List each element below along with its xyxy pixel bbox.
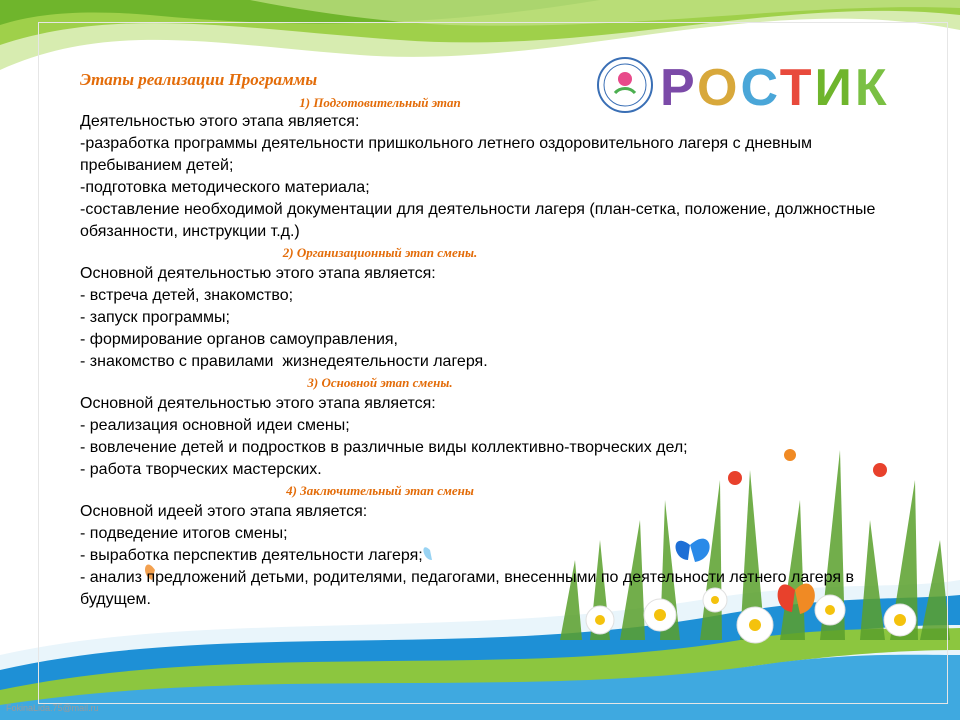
stage-2-line: Основной деятельностью этого этапа является: bbox=[80, 265, 436, 282]
stage-3-line: - вовлечение детей и подростков в различные виды коллективно-творческих дел; bbox=[80, 439, 688, 456]
stage-heading-3: 3) Основной этап смены. bbox=[307, 375, 453, 390]
stage-4-line: Основной идеей этого этапа является: bbox=[80, 503, 368, 520]
stage-1-line: -разработка программы деятельности пришкольного летнего оздоровительного лагеря с дневным пребыванием детей; bbox=[80, 135, 812, 174]
author-email-watermark: FokinaLida.75@mail.ru bbox=[6, 703, 99, 713]
stage-1-line: -подготовка методического материала; bbox=[80, 179, 370, 196]
stage-2-line: - встреча детей, знакомство; bbox=[80, 287, 294, 304]
stage-3-line: - реализация основной идеи смены; bbox=[80, 417, 350, 434]
stage-1-line: Деятельностью этого этапа является: bbox=[80, 113, 360, 130]
stage-heading-2: 2) Организационный этап смены. bbox=[282, 245, 478, 260]
slide-content bbox=[80, 70, 910, 611]
stage-2-line: - знакомство с правилами жизнедеятельности лагеря. bbox=[80, 353, 488, 370]
stage-3-line: - работа творческих мастерских. bbox=[80, 461, 322, 478]
stage-2-line: - формирование органов самоуправления, bbox=[80, 331, 398, 348]
stage-3-line: Основной деятельностью этого этапа является: bbox=[80, 395, 436, 412]
stage-2-line: - запуск программы; bbox=[80, 309, 230, 326]
stage-4-line: - выработка перспектив деятельности лагеря; bbox=[80, 547, 423, 564]
stage-1-line: -составление необходимой документации для деятельности лагеря (план-сетка, положение, должностные обязанности, инструкции т.д.) bbox=[80, 201, 876, 240]
stage-4-line: - анализ предложений детьми, родителями, педагогами, внесенными по деятельности летнего лагеря в будущем. bbox=[80, 569, 854, 608]
stage-heading-1: 1) Подготовительный этап bbox=[299, 95, 461, 110]
slide-title: Этапы реализации Программы bbox=[80, 70, 318, 89]
stage-4-line: - подведение итогов смены; bbox=[80, 525, 288, 542]
stage-heading-4: 4) Заключительный этап смены bbox=[286, 483, 474, 498]
svg-text:РОСТИК: РОСТИК bbox=[660, 59, 890, 117]
